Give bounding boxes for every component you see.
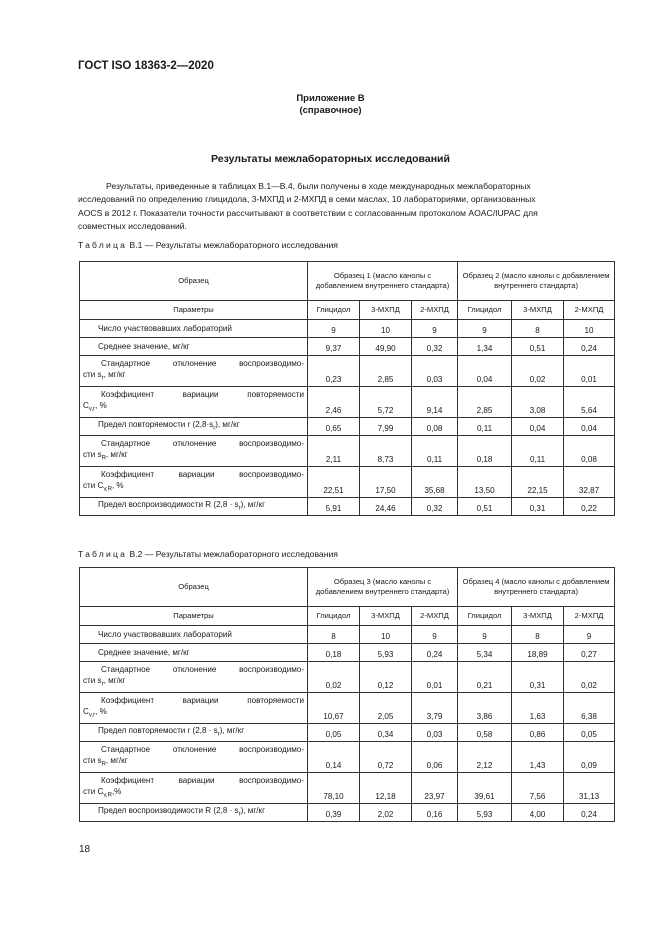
row-label-text: Число участвовавших лабораторий	[98, 324, 232, 333]
table-cell: 0,58	[458, 724, 512, 742]
table-cell: 3,08	[512, 387, 564, 418]
table-cell: 8,73	[360, 436, 412, 467]
row-label	[80, 467, 308, 498]
intro-line: AOCS в 2012 г. Показатели точности рассчитывают в соответствии с согласованным протоколом AOAC/IUPAC для	[78, 207, 538, 218]
row-label-subscript: R	[101, 455, 106, 462]
row-label-symbol: сти s	[83, 369, 102, 379]
table-cell: 5,72	[360, 387, 412, 418]
column-header: 2-МХПД	[564, 607, 615, 626]
row-label-text: Предел повторяемости r (2,8 · s	[98, 725, 218, 735]
row-label-line2	[83, 706, 107, 719]
row-label-subscript: v,R	[103, 486, 112, 493]
table-cell: 0,51	[458, 498, 512, 516]
table-cell: 18,89	[512, 644, 564, 662]
row-label-line1: Стандартное отклонение воспроизводимо-	[101, 744, 304, 754]
column-header: 3-МХПД	[360, 301, 412, 320]
row-label	[80, 387, 308, 418]
row-label	[80, 626, 308, 644]
column-header: Глицидол	[308, 301, 360, 320]
table-cell: 0,24	[564, 804, 615, 822]
table-cell: 0,27	[564, 644, 615, 662]
table-cell: 0,14	[308, 742, 360, 773]
row-label-symbol: сти s	[83, 755, 102, 765]
table-cell: 9	[412, 626, 458, 644]
row-label-subscript: v,R	[103, 792, 112, 799]
row-label-symbol: сти s	[83, 675, 102, 685]
table-row	[80, 773, 615, 804]
table-row	[80, 436, 615, 467]
column-header: 3-МХПД	[512, 301, 564, 320]
sample-header: Образец	[80, 568, 308, 607]
table-cell: 1,63	[512, 693, 564, 724]
table-cell: 0,32	[412, 338, 458, 356]
table-cell: 32,87	[564, 467, 615, 498]
table-cell: 0,04	[564, 418, 615, 436]
row-label-subscript: r	[217, 731, 220, 738]
table-cell: 1,34	[458, 338, 512, 356]
table1-caption-text: В.1 — Результаты межлабораторного исследования	[129, 240, 338, 250]
column-header: 3-МХПД	[512, 607, 564, 626]
table-cell: 8	[308, 626, 360, 644]
table-cell: 0,02	[512, 356, 564, 387]
table-row	[80, 804, 615, 822]
row-label-line2	[83, 675, 126, 688]
row-label-line2	[83, 369, 126, 382]
row-label	[80, 320, 308, 338]
table-cell: 0,01	[412, 662, 458, 693]
table-cell: 23,97	[412, 773, 458, 804]
row-label-subscript: r	[101, 681, 104, 688]
sample-group-header: Образец 3 (масло канолы с добавлением внутреннего стандарта)	[308, 568, 458, 607]
row-label-line2	[83, 480, 124, 493]
table-cell: 13,50	[458, 467, 512, 498]
table-row	[80, 387, 615, 418]
table-cell: 0,16	[412, 804, 458, 822]
row-label-subscript: v,r	[88, 712, 96, 719]
sample-group-header: Образец 4 (масло канолы с добавлением внутреннего стандарта)	[458, 568, 615, 607]
table-cell: 9	[458, 320, 512, 338]
table-cell: 2,11	[308, 436, 360, 467]
table-cell: 0,08	[412, 418, 458, 436]
table-row	[80, 338, 615, 356]
row-label-unit: ), мг/кг	[219, 725, 245, 735]
row-label-unit: ), мг/кг	[215, 419, 240, 429]
row-label	[80, 693, 308, 724]
row-label-line1: Коэффициент вариации воспроизводимо-	[101, 469, 304, 479]
row-label-subscript: r	[213, 425, 216, 432]
column-header: 2-МХПД	[412, 607, 458, 626]
row-label-symbol: C	[83, 400, 89, 410]
table-cell: 5,93	[360, 644, 412, 662]
row-label-unit: , %	[95, 400, 107, 410]
table-cell: 0,09	[564, 742, 615, 773]
row-label-unit: , мг/кг	[103, 675, 126, 685]
table-row	[80, 498, 615, 516]
table-cell: 0,39	[308, 804, 360, 822]
header-row	[80, 607, 615, 626]
table-cell: 24,46	[360, 498, 412, 516]
table-cell: 0,32	[412, 498, 458, 516]
intro-line: исследований по определению глицидола, 3-МХПД и 2-МХПД в семи маслах, 10 лабораториями, организованных	[78, 194, 536, 205]
row-label-line1: Коэффициент вариации воспроизводимо-	[101, 775, 304, 785]
row-label-unit: , мг/кг	[105, 449, 128, 459]
table-cell: 5,93	[458, 804, 512, 822]
table-cell: 2,05	[360, 693, 412, 724]
table1	[79, 261, 615, 516]
row-label-unit: , %	[111, 480, 124, 490]
table-cell: 0,04	[512, 418, 564, 436]
table-cell: 9,37	[308, 338, 360, 356]
sample-header: Образец	[80, 262, 308, 301]
row-label-text: Предел воспроизводимости R (2,8 · s	[98, 805, 239, 815]
table-cell: 2,85	[458, 387, 512, 418]
table-cell: 5,91	[308, 498, 360, 516]
table-cell: 0,86	[512, 724, 564, 742]
row-label-line2	[83, 400, 107, 413]
table-cell: 0,01	[564, 356, 615, 387]
table-cell: 10	[564, 320, 615, 338]
table-row	[80, 644, 615, 662]
table-cell: 7,56	[512, 773, 564, 804]
column-header: Глицидол	[458, 607, 512, 626]
row-label-symbol: сти C	[83, 786, 104, 796]
row-label-symbol: C	[83, 706, 89, 716]
table-cell: 2,85	[360, 356, 412, 387]
table-cell: 0,04	[458, 356, 512, 387]
row-label	[80, 338, 308, 356]
row-label	[80, 724, 308, 742]
table-cell: 9	[564, 626, 615, 644]
table-cell: 0,24	[412, 644, 458, 662]
row-label-subscript: v,r	[88, 406, 96, 413]
table-row	[80, 724, 615, 742]
page-number: 18	[79, 844, 91, 855]
table-cell: 0,18	[308, 644, 360, 662]
row-label	[80, 662, 308, 693]
table-cell: 0,03	[412, 356, 458, 387]
table-cell: 0,24	[564, 338, 615, 356]
table2	[79, 567, 615, 822]
table-cell: 10,67	[308, 693, 360, 724]
header-row	[80, 568, 615, 607]
table-cell: 0,11	[458, 418, 512, 436]
row-label-symbol: сти s	[83, 449, 102, 459]
table-cell: 0,06	[412, 742, 458, 773]
row-label	[80, 804, 308, 822]
header-row	[80, 262, 615, 301]
table-row	[80, 693, 615, 724]
row-label-unit: , мг/кг	[105, 755, 128, 765]
table-cell: 0,02	[308, 662, 360, 693]
table-cell: 1,43	[512, 742, 564, 773]
table1-caption	[78, 240, 338, 250]
table-cell: 0,11	[412, 436, 458, 467]
table-cell: 5,64	[564, 387, 615, 418]
table1-caption-prefix: Таблица	[78, 240, 128, 250]
table-cell: 8	[512, 626, 564, 644]
table-cell: 17,50	[360, 467, 412, 498]
document-header: ГОСТ ISO 18363-2—2020	[78, 60, 214, 72]
table-cell: 7,99	[360, 418, 412, 436]
table-cell: 0,05	[564, 724, 615, 742]
column-header: 3-МХПД	[360, 607, 412, 626]
intro-line: совместных исследований.	[78, 221, 187, 232]
param-header: Параметры	[80, 301, 308, 320]
table-cell: 0,11	[512, 436, 564, 467]
table-cell: 0,51	[512, 338, 564, 356]
row-label-line1: Коэффициент вариации повторяемости	[101, 389, 304, 399]
row-label-symbol: сти C	[83, 480, 104, 490]
table-cell: 0,72	[360, 742, 412, 773]
table-cell: 9	[308, 320, 360, 338]
column-header: Глицидол	[308, 607, 360, 626]
table2-caption-text: В.2 — Результаты межлабораторного исследования	[129, 549, 338, 559]
appendix-subtitle: (справочное)	[299, 105, 362, 116]
row-label-line2	[83, 786, 122, 799]
row-label-line1: Стандартное отклонение воспроизводимо-	[101, 438, 304, 448]
table-cell: 0,23	[308, 356, 360, 387]
sample-group-header: Образец 2 (масло канолы с добавлением внутреннего стандарта)	[458, 262, 615, 301]
row-label-unit: ,%	[111, 786, 122, 796]
table-cell: 31,13	[564, 773, 615, 804]
row-label-unit: ), мг/кг	[240, 499, 266, 509]
table-cell: 39,61	[458, 773, 512, 804]
row-label	[80, 436, 308, 467]
row-label-line2	[83, 755, 128, 768]
row-label-line1: Стандартное отклонение воспроизводимо-	[101, 358, 304, 368]
table-row	[80, 662, 615, 693]
table-cell: 35,68	[412, 467, 458, 498]
row-label	[80, 742, 308, 773]
table-cell: 2,02	[360, 804, 412, 822]
row-label-text: Число участвовавших лабораторий	[98, 630, 232, 639]
table-cell: 2,12	[458, 742, 512, 773]
table-cell: 0,02	[564, 662, 615, 693]
row-label-text: Предел воспроизводимости R (2,8 · s	[98, 499, 239, 509]
row-label	[80, 498, 308, 516]
table-cell: 9	[412, 320, 458, 338]
table-cell: 0,34	[360, 724, 412, 742]
row-label-text: Среднее значение, мг/кг	[98, 342, 190, 351]
table-cell: 10	[360, 320, 412, 338]
row-label-text: Среднее значение, мг/кг	[98, 648, 190, 657]
table-cell: 6,38	[564, 693, 615, 724]
table2-caption	[78, 549, 338, 559]
table-row	[80, 467, 615, 498]
table-cell: 0,65	[308, 418, 360, 436]
table-cell: 22,51	[308, 467, 360, 498]
table-cell: 12,18	[360, 773, 412, 804]
row-label-line2	[83, 449, 128, 462]
row-label	[80, 773, 308, 804]
row-label-subscript: r	[238, 811, 241, 818]
table-cell: 0,31	[512, 662, 564, 693]
row-label-unit: , %	[95, 706, 107, 716]
param-header: Параметры	[80, 607, 308, 626]
intro-line: Результаты, приведенные в таблицах В.1—В.4, были получены в ходе международных межлабораторных	[106, 181, 531, 191]
row-label-subscript: r	[101, 375, 104, 382]
table-row	[80, 742, 615, 773]
row-label-subscript: R	[101, 761, 106, 768]
table-cell: 49,90	[360, 338, 412, 356]
table-cell: 4,00	[512, 804, 564, 822]
table-cell: 78,10	[308, 773, 360, 804]
row-label	[80, 418, 308, 436]
table-row	[80, 418, 615, 436]
row-label	[80, 644, 308, 662]
column-header: 2-МХПД	[564, 301, 615, 320]
row-label-line1: Стандартное отклонение воспроизводимо-	[101, 664, 304, 674]
row-label-line1: Коэффициент вариации повторяемости	[101, 695, 304, 705]
table-cell: 8	[512, 320, 564, 338]
table-cell: 5,34	[458, 644, 512, 662]
table-cell: 0,05	[308, 724, 360, 742]
table-cell: 0,12	[360, 662, 412, 693]
table-cell: 0,03	[412, 724, 458, 742]
table-cell: 0,31	[512, 498, 564, 516]
row-label-text: Предел повторяемости r (2,8·s	[98, 419, 214, 429]
row-label-subscript: r	[238, 505, 241, 512]
column-header: Глицидол	[458, 301, 512, 320]
table-cell: 3,86	[458, 693, 512, 724]
table-cell: 0,21	[458, 662, 512, 693]
appendix-title: Приложение В	[296, 93, 365, 104]
table-cell: 0,18	[458, 436, 512, 467]
table-cell: 0,22	[564, 498, 615, 516]
row-label	[80, 356, 308, 387]
table-cell: 2,46	[308, 387, 360, 418]
row-label-unit: , мг/кг	[103, 369, 126, 379]
table-row	[80, 320, 615, 338]
table-row	[80, 356, 615, 387]
row-label-unit: ), мг/кг	[240, 805, 266, 815]
section-title: Результаты межлабораторных исследований	[211, 153, 450, 165]
sample-group-header: Образец 1 (масло канолы с добавлением внутреннего стандарта)	[308, 262, 458, 301]
column-header: 2-МХПД	[412, 301, 458, 320]
table2-caption-prefix: Таблица	[78, 549, 128, 559]
table-cell: 9	[458, 626, 512, 644]
intro-paragraph	[78, 180, 613, 234]
table-row	[80, 626, 615, 644]
table-cell: 22,15	[512, 467, 564, 498]
table-cell: 9,14	[412, 387, 458, 418]
header-row	[80, 301, 615, 320]
table-cell: 10	[360, 626, 412, 644]
table-cell: 0,08	[564, 436, 615, 467]
table-cell: 3,79	[412, 693, 458, 724]
